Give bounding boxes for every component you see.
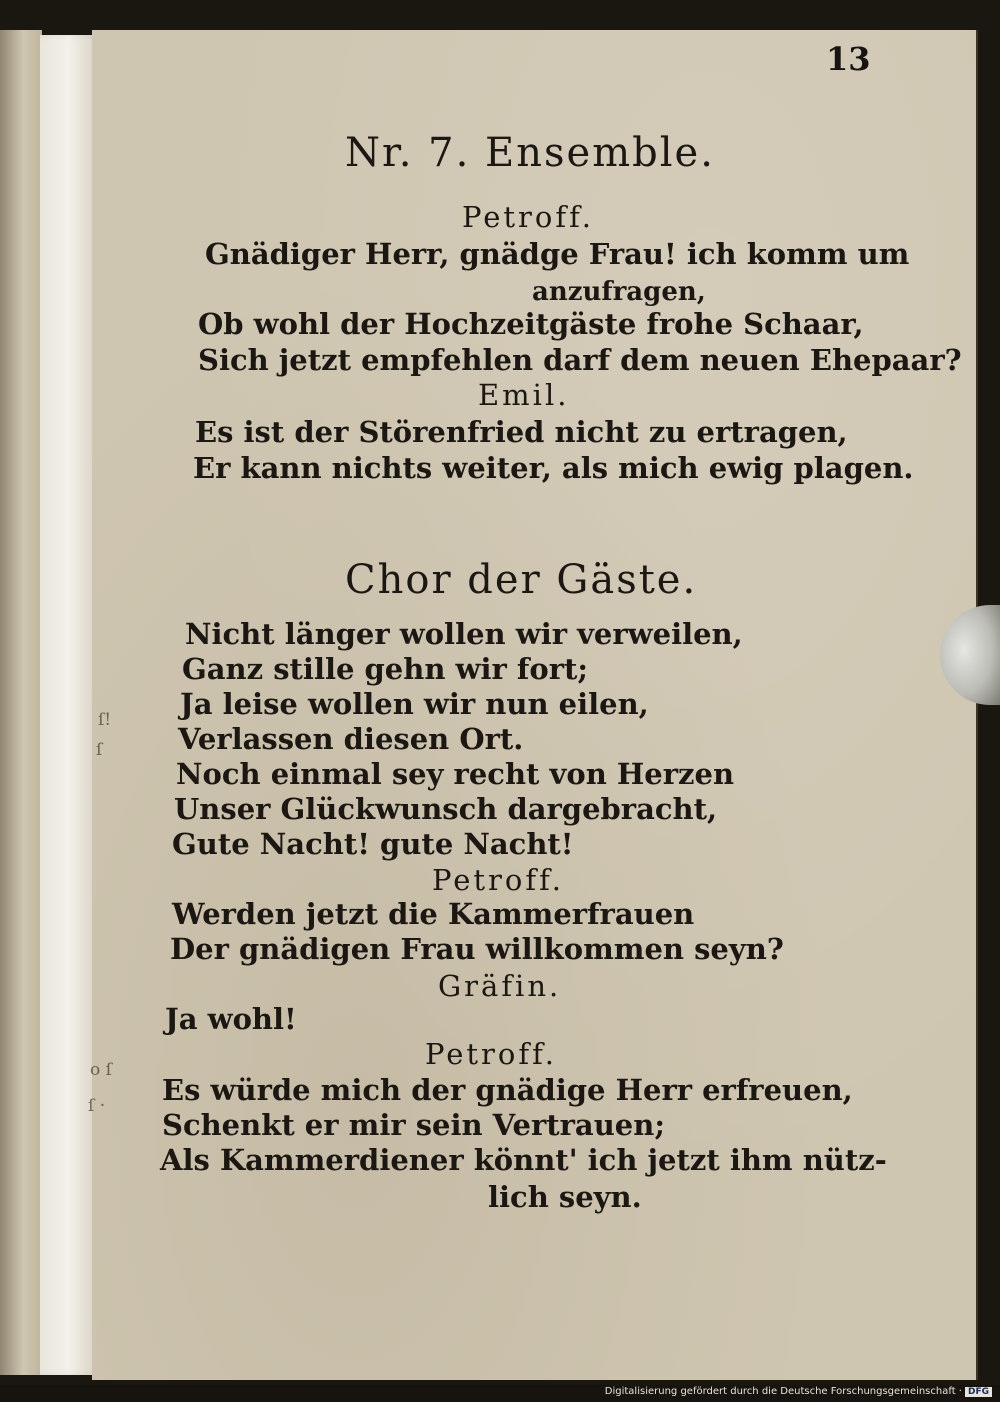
speaker-name: Emil. xyxy=(478,378,570,412)
text-line: Werden jetzt die Kammerfrauen xyxy=(172,897,695,931)
speaker-name: Petroff. xyxy=(432,863,564,897)
text-line: Noch einmal sey recht von Herzen xyxy=(176,757,735,791)
text-line: Es ist der Störenfried nicht zu ertragen, xyxy=(195,415,848,449)
text-line: lich seyn. xyxy=(488,1180,642,1214)
speaker-name: Petroff. xyxy=(425,1037,557,1071)
facing-page-edge xyxy=(0,30,42,1375)
text-line: Sich jetzt empfehlen darf dem neuen Ehepaar? xyxy=(198,343,962,377)
margin-mark: o ſ xyxy=(90,1060,112,1080)
margin-mark: ſ! xyxy=(98,710,112,730)
text-line: Gute Nacht! gute Nacht! xyxy=(172,827,574,861)
section-heading: Chor der Gäste. xyxy=(345,557,698,603)
footer-text: Digitalisierung gefördert durch die Deutsche Forschungsgemeinschaft · xyxy=(604,1386,962,1397)
text-line: Es würde mich der gnädige Herr erfreuen, xyxy=(162,1073,853,1107)
text-line: Nicht länger wollen wir verweilen, xyxy=(185,617,743,651)
text-line: Als Kammerdiener könnt' ich jetzt ihm nütz- xyxy=(160,1143,887,1177)
text-line: Schenkt er mir sein Vertrauen; xyxy=(162,1108,666,1142)
text-line: Er kann nichts weiter, als mich ewig plagen. xyxy=(193,451,914,485)
text-line: Unser Glückwunsch dargebracht, xyxy=(174,792,718,826)
text-line: Ja leise wollen wir nun eilen, xyxy=(180,687,649,721)
text-line: Gnädiger Herr, gnädge Frau! ich komm um xyxy=(205,237,910,271)
page-number: 13 xyxy=(826,40,871,78)
text-line: Ganz stille gehn wir fort; xyxy=(182,652,589,686)
text-line: anzufragen, xyxy=(532,277,706,307)
text-line: Ob wohl der Hochzeitgäste frohe Schaar, xyxy=(198,307,864,341)
speaker-name: Gräfin. xyxy=(438,969,562,1003)
text-line: Verlassen diesen Ort. xyxy=(178,722,524,756)
margin-mark: ſ · xyxy=(88,1096,106,1116)
section-heading: Nr. 7. Ensemble. xyxy=(345,130,715,176)
footer-credit xyxy=(605,1386,992,1397)
text-line: Ja wohl! xyxy=(165,1002,297,1036)
dfg-logo: DFG xyxy=(965,1387,992,1397)
margin-mark: ſ xyxy=(96,740,103,760)
text-line: Der gnädigen Frau willkommen seyn? xyxy=(170,932,784,966)
speaker-name: Petroff. xyxy=(462,200,594,234)
